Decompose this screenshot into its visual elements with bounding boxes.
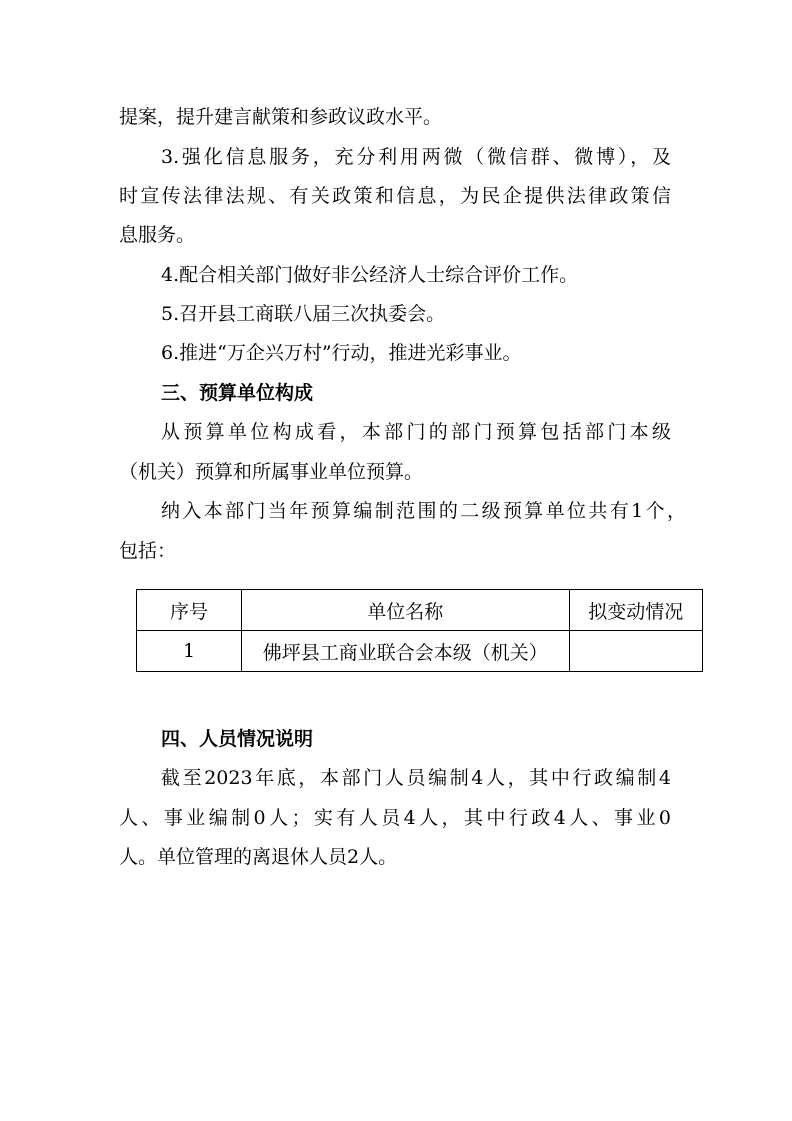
table-header-cell: 单位名称 bbox=[242, 590, 569, 631]
paragraph-line: 5.召开县工商联八届三次执委会。 bbox=[161, 303, 446, 325]
table-cell bbox=[569, 631, 703, 672]
section-heading: 四、人员情况说明 bbox=[161, 728, 314, 750]
paragraph-line: 息服务。 bbox=[119, 224, 196, 246]
table-header-cell: 拟变动情况 bbox=[569, 590, 703, 631]
paragraph-line: 截至2023年底，本部门人员编制4人，其中行政编制4 bbox=[161, 767, 671, 789]
paragraph-line: 人、事业编制0人；实有人员4人，其中行政4人、事业0 bbox=[119, 807, 671, 829]
paragraph-line: （机关）预算和所属事业单位预算。 bbox=[119, 461, 424, 483]
paragraph-line: 纳入本部门当年预算编制范围的二级预算单位共有1个， bbox=[161, 500, 686, 522]
budget-unit-table bbox=[136, 589, 703, 672]
table-header-cell: 序号 bbox=[137, 590, 242, 631]
paragraph-line: 提案，提升建言献策和参政议政水平。 bbox=[119, 106, 443, 128]
section-heading: 三、预算单位构成 bbox=[161, 382, 314, 404]
paragraph-line: 3.强化信息服务，充分利用两微（微信群、微博），及 bbox=[161, 146, 671, 168]
paragraph-line: 从预算单位构成看，本部门的部门预算包括部门本级 bbox=[161, 421, 671, 443]
paragraph-line: 6.推进“万企兴万村”行动，推进光彩事业。 bbox=[161, 342, 522, 364]
table-cell: 1 bbox=[137, 631, 242, 672]
table-row bbox=[137, 631, 703, 672]
paragraph-line: 包括： bbox=[119, 540, 177, 562]
paragraph-line: 时宣传法律法规、有关政策和信息，为民企提供法律政策信 bbox=[119, 185, 671, 207]
paragraph-line: 人。单位管理的离退休人员2人。 bbox=[119, 846, 398, 868]
table-header-row bbox=[137, 590, 703, 631]
table-cell: 佛坪县工商业联合会本级（机关） bbox=[242, 631, 569, 672]
paragraph-line: 4.配合相关部门做好非公经济人士综合评价工作。 bbox=[161, 264, 579, 286]
